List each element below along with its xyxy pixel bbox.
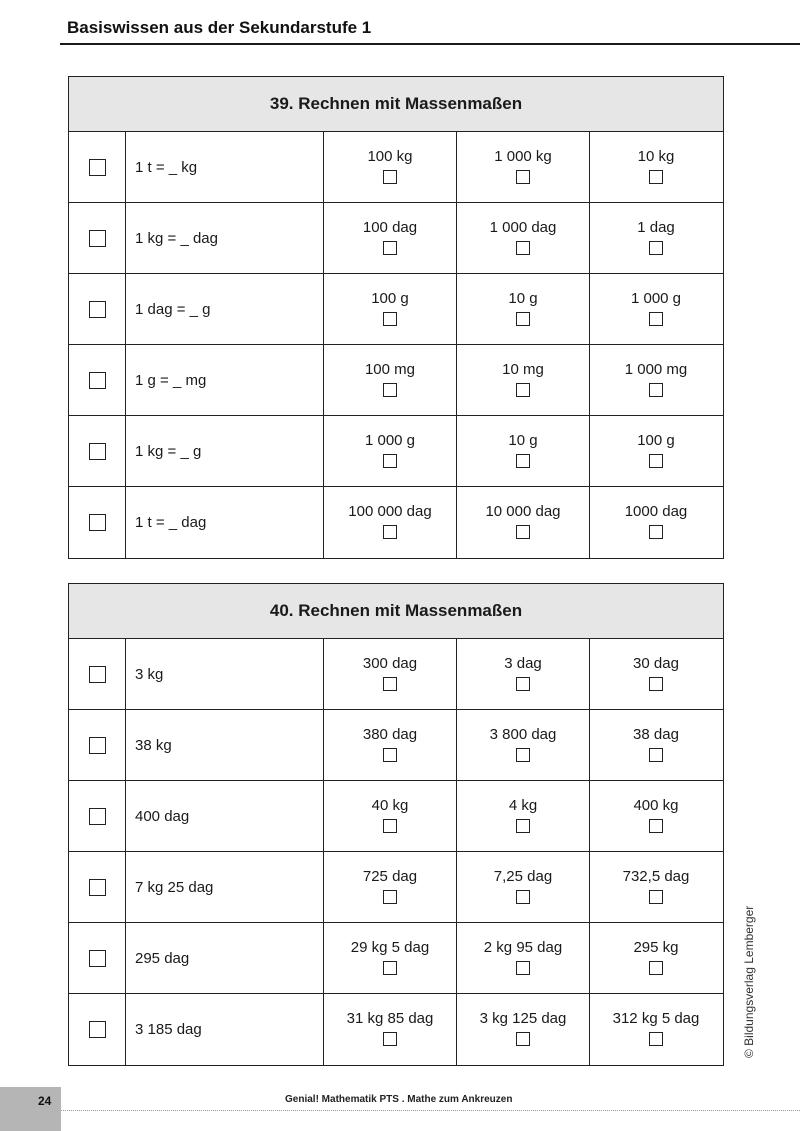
- question-text: 1 dag = _ g: [126, 274, 324, 344]
- option-label: 10 mg: [502, 361, 544, 378]
- option-checkbox[interactable]: [649, 961, 663, 975]
- option-cell: [457, 416, 590, 486]
- option-checkbox[interactable]: [516, 312, 530, 326]
- option-cell: [590, 203, 722, 273]
- option-checkbox[interactable]: [383, 525, 397, 539]
- option-cell: [590, 710, 722, 780]
- option-cell: [324, 132, 457, 202]
- option-cell: [457, 994, 590, 1065]
- option-label: 38 dag: [633, 726, 679, 743]
- answer-checkbox[interactable]: [89, 666, 106, 683]
- option-cell: [590, 274, 722, 344]
- option-label: 300 dag: [362, 655, 418, 672]
- option-checkbox[interactable]: [516, 170, 530, 184]
- option-cell: [457, 274, 590, 344]
- option-checkbox[interactable]: [383, 961, 397, 975]
- option-label: 1 dag: [637, 219, 675, 236]
- option-label: 1000 dag: [624, 503, 688, 520]
- option-checkbox[interactable]: [649, 241, 663, 255]
- table-row: [69, 852, 723, 923]
- question-text: 7 kg 25 dag: [126, 852, 324, 922]
- option-label: 1 000 kg: [494, 148, 552, 165]
- option-label: 725 dag: [362, 868, 418, 885]
- option-cell: [457, 639, 590, 709]
- option-checkbox[interactable]: [649, 748, 663, 762]
- option-label: 30 dag: [633, 655, 679, 672]
- option-cell: [590, 994, 722, 1065]
- table-row: [69, 923, 723, 994]
- option-label: 1 000 dag: [489, 219, 557, 236]
- footer-rule: [61, 1110, 800, 1111]
- option-checkbox[interactable]: [649, 312, 663, 326]
- option-label: 1 000 g: [630, 290, 682, 307]
- table-row: [69, 994, 723, 1065]
- option-label: 10 000 dag: [485, 503, 561, 520]
- option-label: 3 dag: [504, 655, 542, 672]
- option-label: 380 dag: [362, 726, 418, 743]
- option-label: 10 g: [508, 432, 538, 449]
- option-cell: [590, 345, 722, 415]
- option-cell: [324, 710, 457, 780]
- option-cell: [457, 345, 590, 415]
- table-row: [69, 345, 723, 416]
- option-cell: [590, 416, 722, 486]
- header-rule: [60, 43, 800, 45]
- option-cell: [457, 781, 590, 851]
- option-cell: [590, 781, 722, 851]
- table-row: [69, 781, 723, 852]
- page-header: Basiswissen aus der Sekundarstufe 1: [67, 18, 372, 37]
- table-row: [69, 274, 723, 345]
- table-row: [69, 132, 723, 203]
- option-label: 10 kg: [637, 148, 675, 165]
- answer-checkbox[interactable]: [89, 879, 106, 896]
- question-text: 3 185 dag: [126, 994, 324, 1065]
- answer-checkbox[interactable]: [89, 301, 106, 318]
- option-checkbox[interactable]: [383, 454, 397, 468]
- option-checkbox[interactable]: [649, 819, 663, 833]
- option-checkbox[interactable]: [649, 454, 663, 468]
- question-text: 1 g = _ mg: [126, 345, 324, 415]
- exercise-title: 39. Rechnen mit Massenmaßen: [69, 77, 723, 132]
- option-checkbox[interactable]: [649, 677, 663, 691]
- question-text: 400 dag: [126, 781, 324, 851]
- answer-checkbox[interactable]: [89, 808, 106, 825]
- option-label: 100 000 dag: [348, 503, 432, 520]
- answer-checkbox[interactable]: [89, 159, 106, 176]
- option-checkbox[interactable]: [383, 312, 397, 326]
- option-checkbox[interactable]: [383, 890, 397, 904]
- option-label: 1 000 mg: [624, 361, 688, 378]
- option-checkbox[interactable]: [383, 819, 397, 833]
- option-cell: [324, 994, 457, 1065]
- question-text: 38 kg: [126, 710, 324, 780]
- answer-checkbox[interactable]: [89, 514, 106, 531]
- question-text: 3 kg: [126, 639, 324, 709]
- option-cell: [324, 487, 457, 558]
- answer-checkbox[interactable]: [89, 443, 106, 460]
- option-cell: [324, 852, 457, 922]
- option-cell: [457, 923, 590, 993]
- answer-checkbox[interactable]: [89, 230, 106, 247]
- option-checkbox[interactable]: [516, 525, 530, 539]
- option-cell: [590, 639, 722, 709]
- option-checkbox[interactable]: [516, 454, 530, 468]
- answer-checkbox[interactable]: [89, 1021, 106, 1038]
- option-label: 40 kg: [371, 797, 409, 814]
- option-checkbox[interactable]: [383, 748, 397, 762]
- option-checkbox[interactable]: [516, 383, 530, 397]
- option-cell: [590, 923, 722, 993]
- answer-checkbox[interactable]: [89, 372, 106, 389]
- option-checkbox[interactable]: [383, 677, 397, 691]
- option-checkbox[interactable]: [516, 677, 530, 691]
- option-cell: [324, 345, 457, 415]
- option-cell: [457, 710, 590, 780]
- option-label: 100 dag: [362, 219, 418, 236]
- page-number: 24: [38, 1094, 52, 1108]
- page-number-box: [0, 1087, 61, 1131]
- option-checkbox[interactable]: [516, 890, 530, 904]
- option-label: 29 kg 5 dag: [350, 939, 430, 956]
- option-label: 312 kg 5 dag: [612, 1010, 700, 1027]
- table-row: [69, 203, 723, 274]
- option-checkbox[interactable]: [516, 241, 530, 255]
- option-label: 10 g: [508, 290, 538, 307]
- table-row: [69, 710, 723, 781]
- option-cell: [457, 132, 590, 202]
- answer-checkbox[interactable]: [89, 737, 106, 754]
- option-cell: [457, 487, 590, 558]
- table-row: [69, 416, 723, 487]
- option-label: 100 g: [371, 290, 409, 307]
- option-label: 400 kg: [633, 797, 679, 814]
- option-cell: [590, 487, 722, 558]
- copyright-note: © Bildungsverlag Lemberger: [742, 905, 756, 1058]
- option-label: 100 kg: [367, 148, 413, 165]
- exercise-40: [68, 583, 724, 1066]
- question-text: 1 kg = _ dag: [126, 203, 324, 273]
- answer-checkbox[interactable]: [89, 950, 106, 967]
- option-label: 1 000 g: [364, 432, 416, 449]
- option-cell: [324, 416, 457, 486]
- option-checkbox[interactable]: [649, 525, 663, 539]
- question-text: 1 t = _ dag: [126, 487, 324, 558]
- option-checkbox[interactable]: [516, 1032, 530, 1046]
- option-checkbox[interactable]: [383, 1032, 397, 1046]
- option-label: 31 kg 85 dag: [346, 1010, 434, 1027]
- exercise-title: 40. Rechnen mit Massenmaßen: [69, 584, 723, 639]
- option-cell: [324, 781, 457, 851]
- option-checkbox[interactable]: [649, 1032, 663, 1046]
- option-cell: [324, 923, 457, 993]
- exercise-39: [68, 76, 724, 559]
- option-cell: [590, 852, 722, 922]
- option-checkbox[interactable]: [516, 819, 530, 833]
- option-cell: [457, 203, 590, 273]
- option-label: 3 800 dag: [489, 726, 557, 743]
- table-row: [69, 487, 723, 558]
- question-text: 295 dag: [126, 923, 324, 993]
- option-checkbox[interactable]: [516, 961, 530, 975]
- option-checkbox[interactable]: [649, 383, 663, 397]
- option-cell: [590, 132, 722, 202]
- option-label: 2 kg 95 dag: [483, 939, 563, 956]
- option-cell: [324, 203, 457, 273]
- option-cell: [324, 274, 457, 344]
- option-label: 100 g: [637, 432, 675, 449]
- option-checkbox[interactable]: [383, 170, 397, 184]
- option-checkbox[interactable]: [649, 170, 663, 184]
- table-row: [69, 639, 723, 710]
- option-label: 4 kg: [508, 797, 538, 814]
- option-label: 732,5 dag: [622, 868, 690, 885]
- option-checkbox[interactable]: [516, 748, 530, 762]
- question-text: 1 t = _ kg: [126, 132, 324, 202]
- question-text: 1 kg = _ g: [126, 416, 324, 486]
- option-checkbox[interactable]: [383, 241, 397, 255]
- option-label: 295 kg: [633, 939, 679, 956]
- option-cell: [457, 852, 590, 922]
- footer-text: Genial! Mathematik PTS . Mathe zum Ankreuzen: [285, 1094, 513, 1105]
- option-checkbox[interactable]: [383, 383, 397, 397]
- option-cell: [324, 639, 457, 709]
- option-label: 3 kg 125 dag: [479, 1010, 567, 1027]
- option-label: 7,25 dag: [493, 868, 553, 885]
- option-label: 100 mg: [364, 361, 416, 378]
- option-checkbox[interactable]: [649, 890, 663, 904]
